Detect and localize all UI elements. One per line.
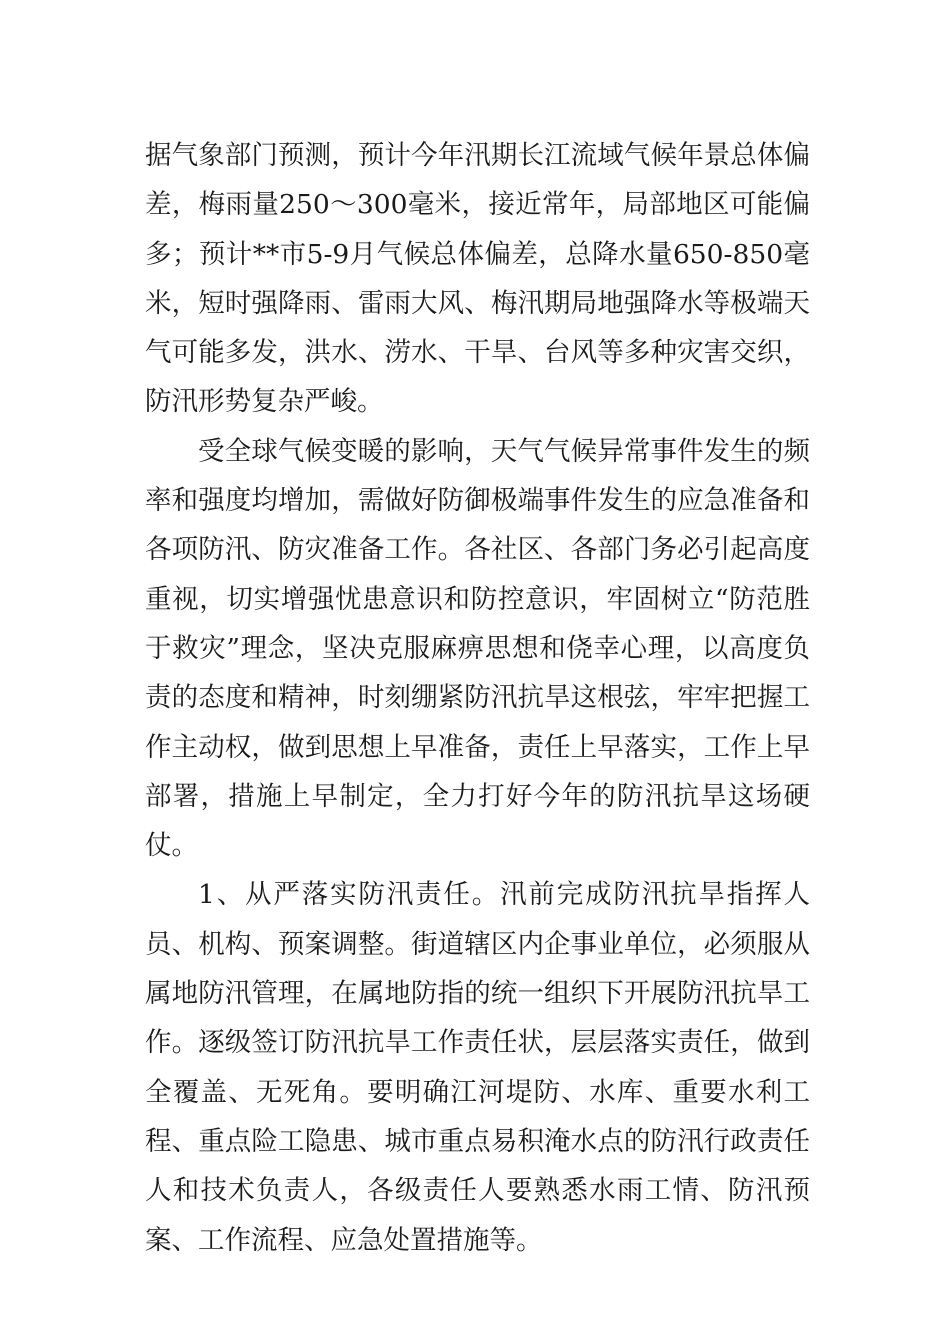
document-body [145,131,810,1265]
paragraph-forecast: 据气象部门预测，预计今年汛期长江流域气候年景总体偏差，梅雨量250～300毫米，接近常年，局部地区可能偏多；预计**市5-9月气候总体偏差，总降水量650-850毫米，短时强降雨、雷雨大风、梅汛期局地强降水等极端天气可能多发，洪水、涝水、干旱、台风等多种灾害交织，防汛形势复杂严峻。 [145,140,810,418]
paragraph-climate-warming: 受全球气候变暖的影响，天气气候异常事件发生的频率和强度均增加，需做好防御极端事件发生的应急准备和各项防汛、防灾准备工作。各社区、各部门务必引起高度重视，切实增强忧患意识和防控意识，牢固树立“防范胜于救灾”理念，坚决克服麻痹思想和侥幸心理，以高度负责的态度和精神，时刻绷紧防汛抗旱这根弦，牢牢把握工作主动权，做到思想上早准备，责任上早落实，工作上早部署，措施上早制定，全力打好今年的防汛抗旱这场硬仗。 [145,435,810,862]
paragraph-responsibility: 1、从严落实防汛责任。汛前完成防汛抗旱指挥人员、机构、预案调整。街道辖区内企事业单位，必须服从属地防汛管理，在属地防指的统一组织下开展防汛抗旱工作。逐级签订防汛抗旱工作责任状，层层落实责任，做到全覆盖、无死角。要明确江河堤防、水库、重要水利工程、重点险工隐患、城市重点易积淹水点的防汛行政责任人和技术负责人，各级责任人要熟悉水雨工情、防汛预案、工作流程、应急处置措施等。 [145,879,810,1256]
